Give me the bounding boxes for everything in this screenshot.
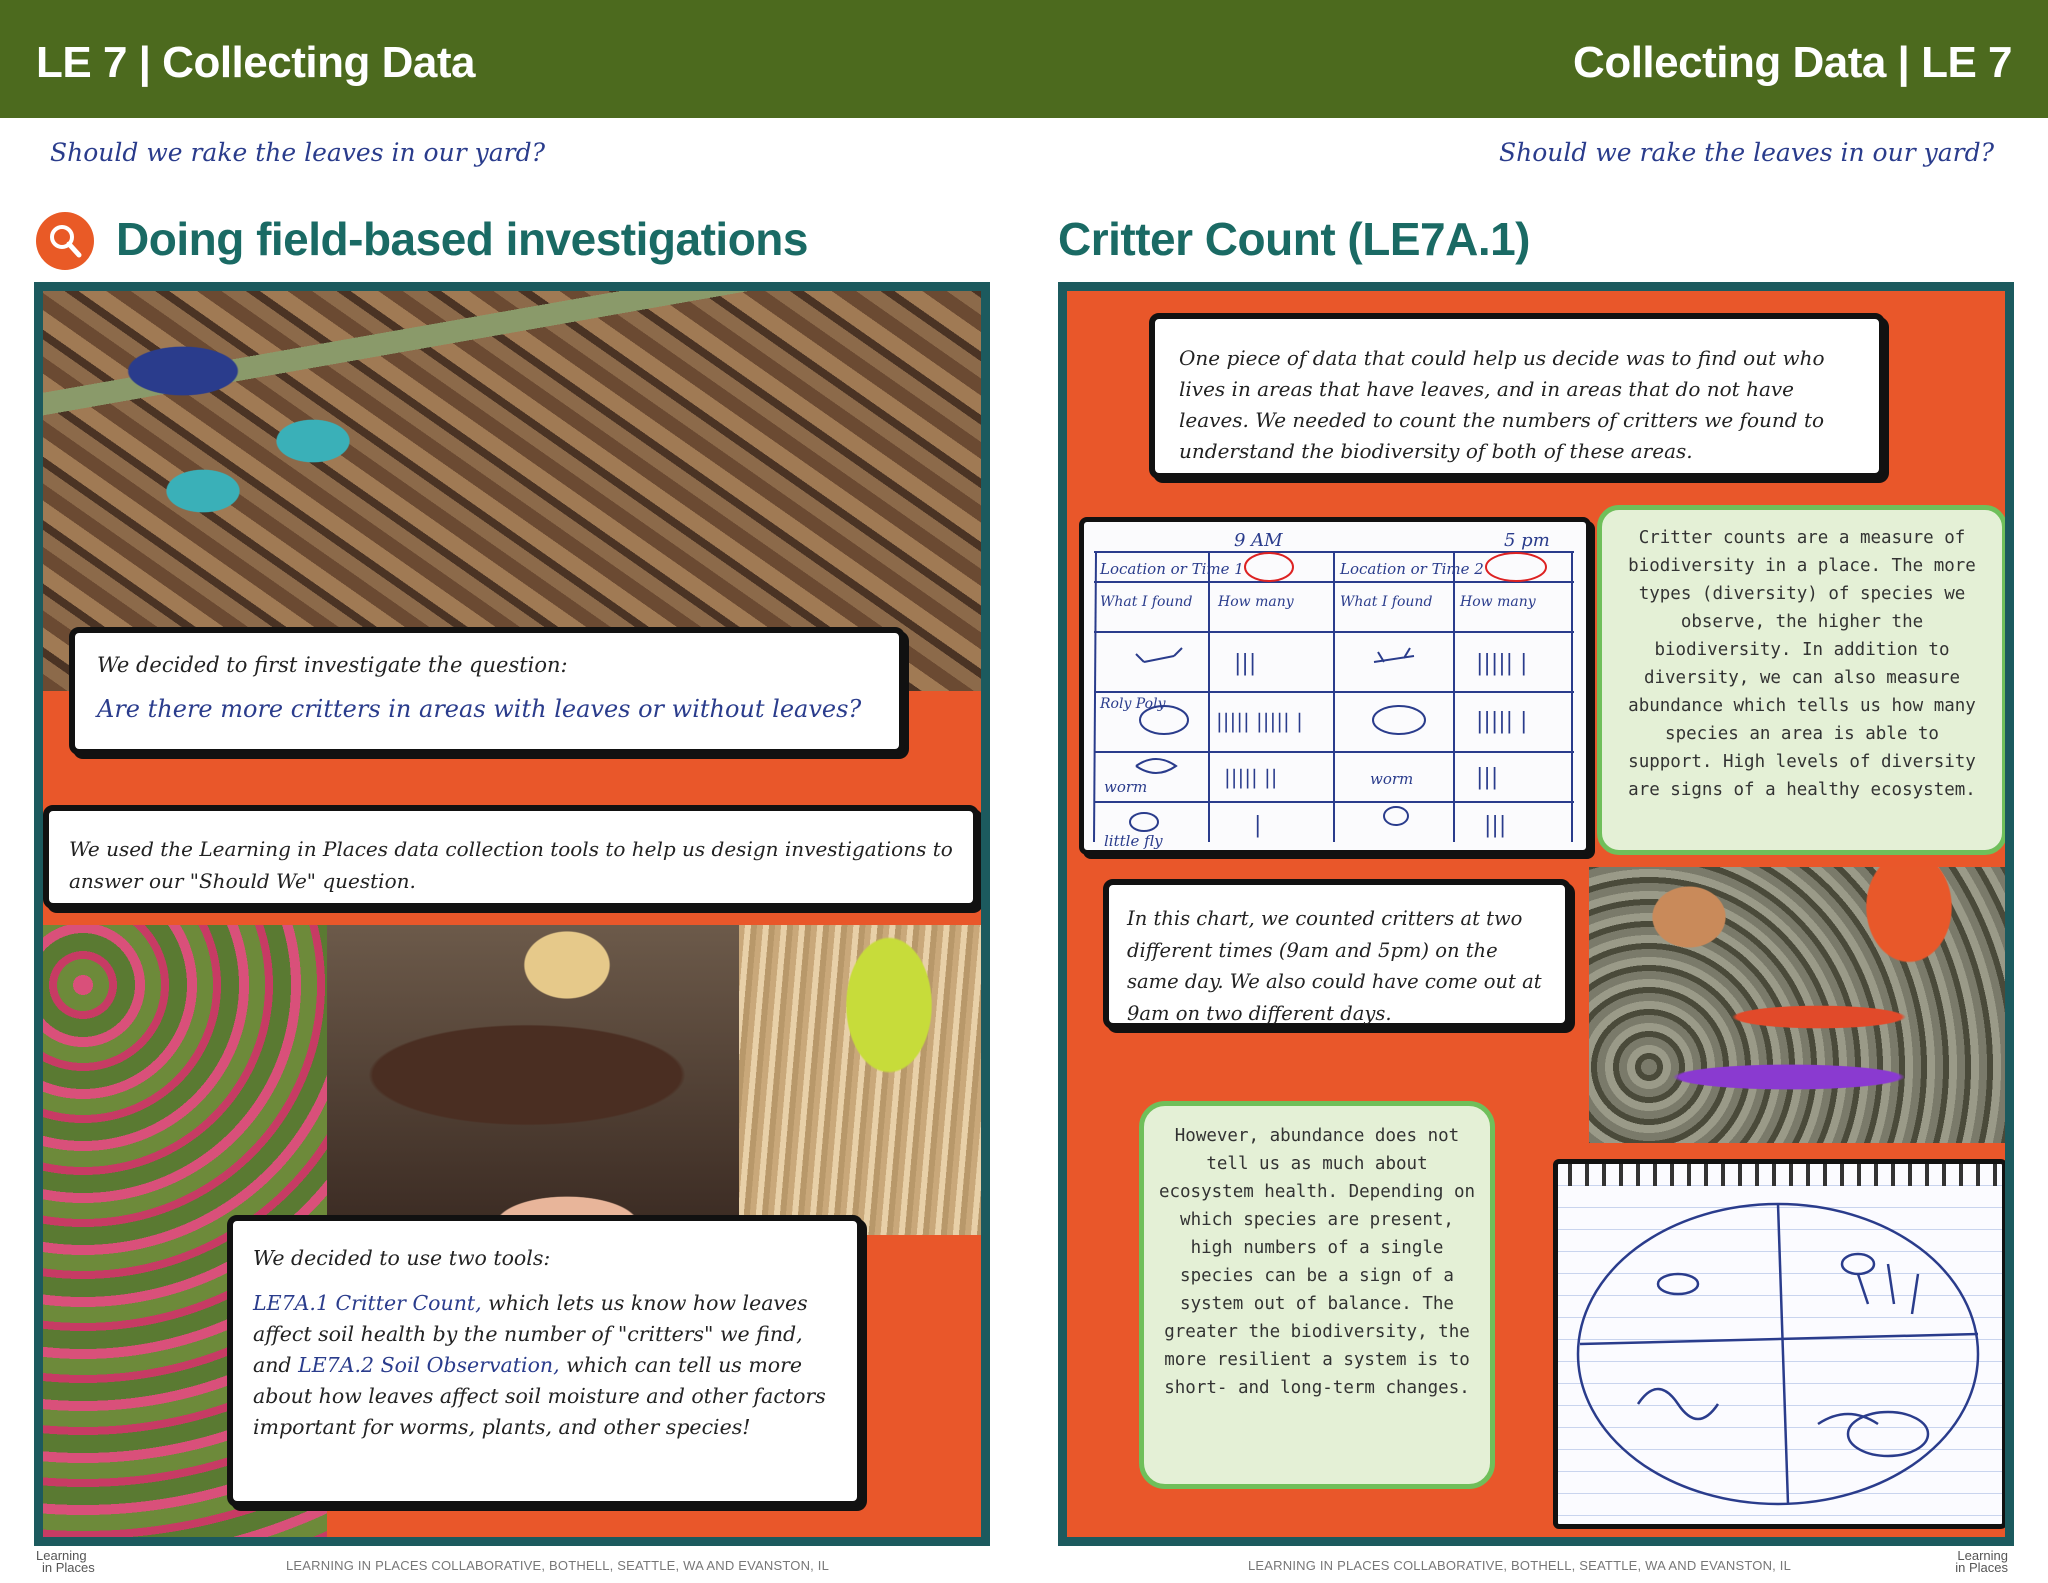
biodiversity-callout: Critter counts are a measure of biodiversity in a place. The more types (diversity) of species we observe, the higher the biodiversity. In addition to diversity, we can also measure abundance which tells us how many species an area is able to support. High levels of diversity are signs of a healthy ecosystem. — [1597, 505, 2007, 855]
investigation-intro: We decided to first investigate the question: — [97, 653, 568, 677]
chart-howmany-label-1: How many — [1218, 594, 1294, 610]
magnifier-icon — [36, 212, 94, 270]
abundance-callout: However, abundance does not tell us as much about ecosystem health. Depending on which species are present, high numbers of a single species can be a sign of a system out of balance. The greater the biodiversity, the more resilient a system is to short- and long-term changes. — [1139, 1101, 1495, 1489]
chart-row4-critter: little fly — [1104, 832, 1163, 850]
left-section-title: Doing field-based investigations — [116, 213, 808, 265]
right-section-title: Critter Count (LE7A.1) — [1058, 213, 1530, 265]
chart-howmany-label-2: How many — [1460, 594, 1536, 610]
sketch-notebook — [1553, 1159, 2007, 1529]
left-panel — [34, 282, 990, 1546]
chart-row3-t2-critter: worm — [1370, 770, 1414, 788]
plant-photo — [739, 925, 981, 1235]
two-tools-description — [253, 1288, 837, 1443]
chart-time1: 9 AM — [1234, 530, 1283, 551]
learning-in-places-logo-right: Learning in Places — [1955, 1548, 2008, 1575]
chart-row2-t1: ||||| ||||| | — [1216, 709, 1303, 733]
chart-row3-t2: ||| — [1476, 765, 1499, 790]
tools-intro-box: We used the Learning in Places data collection tools to help us design investigations to answer our "Should We" question. — [43, 805, 979, 909]
two-tools-intro: We decided to use two tools: — [253, 1246, 551, 1270]
chart-row2-critter: Roly Poly — [1100, 696, 1166, 712]
data-purpose-box: One piece of data that could help us decide was to find out who lives in areas that have leaves, and in areas that do not have leaves. We needed to count the numbers of critters we found to understand the biodiversity of both of these areas. — [1149, 313, 1885, 479]
header-left-title: LE 7 | Collecting Data — [36, 38, 475, 87]
learning-in-places-logo-left: Learning in Places — [36, 1548, 95, 1575]
two-tools-box — [227, 1215, 863, 1507]
header-bar — [0, 0, 2048, 118]
chart-row3-t1: ||||| || — [1224, 765, 1278, 789]
chart-time2: 5 pm — [1504, 530, 1550, 551]
students-fieldwork-photo — [1589, 867, 2007, 1143]
tool-soil-observation-desc: which can tell us more about how leaves affect soil moisture and other factors important for worms, plants, and other species! — [253, 1353, 826, 1439]
tool-critter-count-desc: which lets us know how leaves affect soil health by the number of "critters" we find, and — [253, 1291, 808, 1377]
chart-explanation-box: In this chart, we counted critters at two different times (9am and 5pm) on the same day. We also could have come out at 9am on two different days. — [1103, 879, 1571, 1029]
header-right-title: Collecting Data | LE 7 — [1573, 38, 2012, 87]
chart-row1-t2: ||||| | — [1476, 651, 1528, 676]
right-panel — [1058, 282, 2014, 1546]
chart-row3-critter: worm — [1104, 778, 1148, 796]
chart-found-label-2: What I found — [1340, 594, 1433, 610]
investigation-question: Are there more critters in areas with leaves or without leaves? — [97, 695, 862, 723]
tool-critter-count: LE7A.1 Critter Count, — [253, 1291, 482, 1315]
chart-col2-header: Location or Time 2 — [1340, 560, 1484, 578]
snail-photo — [327, 925, 739, 1235]
driving-question-left: Should we rake the leaves in our yard? — [50, 138, 545, 167]
investigation-question-box — [69, 627, 905, 755]
chart-row2-t2: ||||| | — [1476, 709, 1528, 734]
critter-count-chart — [1079, 517, 1591, 855]
driving-question-right: Should we rake the leaves in our yard? — [1499, 138, 1994, 167]
tool-soil-observation: LE7A.2 Soil Observation, — [298, 1353, 560, 1377]
footer-credit-right: LEARNING IN PLACES COLLABORATIVE, BOTHELL, SEATTLE, WA AND EVANSTON, IL — [1248, 1558, 1792, 1573]
footer-credit-left: LEARNING IN PLACES COLLABORATIVE, BOTHELL, SEATTLE, WA AND EVANSTON, IL — [286, 1558, 830, 1573]
chart-row1-t1: ||| — [1234, 651, 1257, 676]
chart-found-label-1: What I found — [1100, 594, 1193, 610]
chart-row4-t1: | — [1254, 813, 1262, 838]
chart-col1-header: Location or Time 1 — [1100, 560, 1244, 578]
chart-row4-t2: ||| — [1484, 813, 1507, 838]
